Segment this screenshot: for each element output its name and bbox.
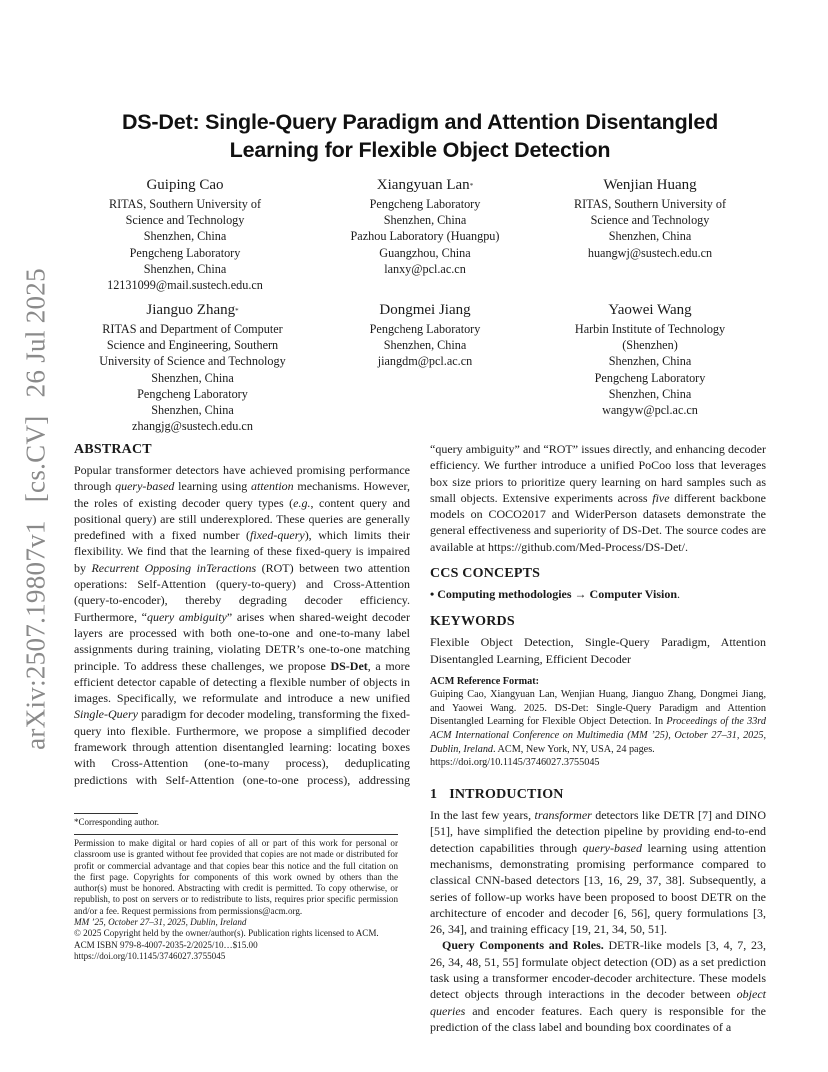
text-segment: , content query and positional query) are still underexplored. These queries are generally predefined with a fixed number ( [74,495,410,543]
author-name [80,301,305,320]
text-segment: (ROT) between two attention operations: Self-Attention (query-to-query) and Cross-Attention (query-to-encoder), thereby degrading decoder efficiency. Furthermore, “ [74,560,410,624]
author-block [80,301,305,434]
keywords-heading: KEYWORDS [430,614,515,630]
author-affiliation-line: Science and Technology [590,213,710,228]
text-segment: mechanisms. However, the roles of existing decoder query types ( [74,479,410,510]
author-email[interactable]: lanxy@pcl.ac.cn [384,261,466,276]
intro-paragraph-1 [430,807,766,937]
text-segment: Single-Query [74,707,138,722]
text-segment: query ambiguity [146,609,227,624]
author-name [540,176,760,195]
author-affiliation-line: Pengcheng Laboratory [594,370,706,385]
arxiv-id: arXiv:2507.19807v1 [20,520,51,750]
doi-link[interactable]: https://doi.org/10.1145/3746027.3755045 [74,950,226,961]
author-name-text: Jianguo Zhang [146,302,236,318]
text-segment: DETR-like models [3, 4, 7, 23, 26, 34, 48, 51, 55] formulate object detection (OD) as a set prediction task using a transformer encoder-decoder architecture. These models detect objects through interactions in the decoder between [430,938,766,1002]
isbn-line: ACM ISBN 979-8-4007-2035-2/2025/10…$15.00 [74,939,258,950]
permission-block [74,838,398,962]
author-affiliation-line: RITAS and Department of Computer [102,322,283,336]
author-affiliation-line: Pengcheng Laboratory [369,197,481,211]
intro-paragraph-2 [430,937,766,1035]
title-line-2: Learning for Flexible Object Detection [229,138,611,162]
author-affiliation-line: Shenzhen, China [143,261,227,276]
author-affiliation-line: Shenzhen, China [608,386,692,401]
abstract-heading: ABSTRACT [74,442,152,457]
author-block [80,176,290,293]
text-segment: and encoder features. Each query is responsible for the prediction of the class label and bounding box coordinates of a [430,1003,766,1034]
corresponding-mark: * [235,307,239,315]
author-name [325,301,525,320]
author-affiliation-line: Guangzhou, China [379,245,471,260]
author-email[interactable]: wangyw@pcl.ac.cn [602,403,698,418]
author-name [80,176,290,195]
arxiv-category: [cs.CV] [20,415,51,503]
text-segment: query-based [115,479,175,494]
text-segment: In the last few years, [430,808,535,823]
text-segment: attention [251,479,294,494]
author-email[interactable]: zhangjg@sustech.edu.cn [132,419,253,434]
author-name-text: Xiangyuan Lan [376,177,470,193]
ccs-concept: • Computing methodologies → Computer Vision [430,587,678,601]
acm-reference-publisher: . ACM, New York, NY, USA, 24 pages. [493,743,655,755]
acm-reference-authors: Guiping Cao, Xiangyuan Lan, Wenjian Huang, Jianguo Zhang, Dongmei Jiang, and Yaowei Wang. 2025. DS-Det: Single-Query Paradigm and Attention Disentangled Learning for Flexible Object Detection. In [430,688,766,728]
text-segment: DS-Det [330,658,368,673]
ccs-item [430,586,766,602]
text-segment: fixed-query [250,528,305,543]
text-segment: Recurrent Opposing inTeractions [91,560,257,575]
section-number: 1 [430,787,438,803]
text-segment: different backbone models on COCO2017 and WiderPerson datasets demonstrate the general effectiveness and superiority of DS-Det. The source codes are available at https://github.com/Med-Process/DS-Det/. [430,490,766,554]
corresponding-author-note: *Corresponding author. [74,817,159,827]
text-segment: five [652,490,670,505]
author-affiliation-line: Harbin Institute of Technology [574,322,726,336]
introduction-heading [430,786,766,804]
author-block [325,176,525,277]
text-segment: , a more efficient detector capable of detecting a flexible number of objects in images. Specifically, we reformulate and introduce a new unified [74,658,410,706]
author-email[interactable]: jiangdm@pcl.ac.cn [377,354,473,369]
text-segment: query-based [582,840,642,855]
author-affiliation-line: Pengcheng Laboratory [129,245,241,260]
paper-title [60,108,780,164]
author-name-text: Dongmei Jiang [379,302,471,318]
author-affiliation-line: Science and Engineering, Southern [106,338,279,353]
author-affiliation-line: Shenzhen, China [143,229,227,244]
text-segment: e.g. [293,495,311,510]
author-affiliation-line: Pengcheng Laboratory [137,386,248,401]
author-affiliation-line: (Shenzhen) [622,338,678,353]
author-affiliation-line: Shenzhen, China [608,354,692,369]
author-affiliation-line: Shenzhen, China [383,338,467,353]
ccs-heading: CCS CONCEPTS [430,566,541,581]
author-name [540,301,760,320]
keywords-text: Flexible Object Detection, Single-Query Paradigm, Attention Disentangled Learning, Efficient Decoder [430,635,766,666]
acm-reference-doi[interactable]: https://doi.org/10.1145/3746027.3755045 [430,757,600,769]
permission-divider [74,834,398,835]
text-segment: transformer [534,808,592,823]
author-affiliation-line: Shenzhen, China [608,229,692,244]
right-column [430,554,766,1035]
text-segment: paradigm for decoder modeling, transforming the fixed-query into flexible. Furthermore, we propose a simplified decoder framework through attention disentangled learning: locating boxes with Cross-Attention (one-to-many process), deduplicating predictions with Self-Attention (one-to-one process), addressing “query ambiguity” and “ROT” issues directly, and enhancing decoder efficiency. We further introduce a unified PoCoo loss that leverages box size priors to prioritize query learning on hard samples such as small objects. Extensive experiments across [74,442,766,787]
author-affiliation-line: Pazhou Laboratory (Huangpu) [350,229,500,244]
text-segment: object queries [430,987,766,1018]
ccs-end: . [677,587,681,601]
author-block [540,176,760,261]
author-affiliation-line: RITAS, Southern University of [108,197,262,211]
text-segment: learning using attention mechanisms, demonstrating promising performance compared to classical CNN-based detectors [13, 16, 29, 37, 38]. Subsequently, a series of follow-up works have been proposed to boost DETR on the architecture of encoder and decoder [6, 56], query formulations [3, 26, 34], and training efficacy [19, 21, 34, 50, 51]. [430,840,766,937]
author-email[interactable]: 12131099@mail.sustech.edu.cn [107,278,263,293]
author-block [325,301,525,370]
text-segment: ” arises when shared-weight decoder layers are processed with both one-to-one and one-to-many label assignments during training, violating DETR’s one-to-one matching principle. To address these challenges, we propose [74,609,410,673]
acm-reference-body [430,688,766,770]
author-block [540,301,760,418]
arxiv-date: 26 Jul 2025 [20,268,51,398]
author-name-text: Wenjian Huang [603,177,697,193]
author-affiliation-line: Science and Technology [125,213,245,228]
author-email[interactable]: huangwj@sustech.edu.cn [587,245,713,260]
author-affiliation-line: Shenzhen, China [383,213,467,228]
author-name [325,176,525,195]
section-title: INTRODUCTION [449,787,564,803]
author-name-text: Guiping Cao [146,177,224,193]
text-segment: learning using [174,479,251,494]
venue-line: MM ’25, October 27–31, 2025, Dublin, Ireland [74,917,247,928]
author-name-text: Yaowei Wang [608,302,692,318]
copyright-line: © 2025 Copyright held by the owner/author(s). Publication rights licensed to ACM. [74,928,379,939]
text-segment: Query Components and Roles. [442,938,604,953]
acm-reference-heading: ACM Reference Format: [430,675,539,687]
arxiv-stamp [21,250,52,750]
author-affiliation-line: Shenzhen, China [151,370,234,385]
acm-reference-proceedings: Proceedings of the 33rd ACM International Conference on Multimedia (MM ’25), October 27–31, 2025, Dublin, Ireland [430,716,766,755]
author-affiliation-line: University of Science and Technology [99,354,286,369]
text-segment: ), which limits their flexibility. We find that the learning of these fixed-query is impaired by [74,528,410,575]
author-affiliation-line: Pengcheng Laboratory [369,322,481,336]
text-segment: Popular transformer detectors have achieved promising performance through [74,463,410,494]
corresponding-mark: * [469,182,474,190]
author-affiliation-line: Shenzhen, China [151,403,234,418]
title-line-1: DS-Det: Single-Query Paradigm and Attention Disentangled [121,110,719,134]
text-segment: detectors like DETR [7] and DINO [51], have simplified the detection pipeline by providing end-to-end detection capabilities through [430,808,766,855]
author-affiliation-line: RITAS, Southern University of [573,197,727,211]
permission-text: Permission to make digital or hard copies of all or part of this work for personal or classroom use is granted without fee provided that copies are not made or distributed for profit or commercial advantage and that copies bear this notice and the full citation on the first page. Copyrights for components of this work owned by others than the author(s) must be honored. Abstracting with credit is permitted. To copy otherwise, or republish, to post on servers or to redistribute to lists, requires prior specific permission and/or a fee. Request permissions from permissions@acm.org. [74,838,398,916]
footnote-divider [74,813,138,814]
